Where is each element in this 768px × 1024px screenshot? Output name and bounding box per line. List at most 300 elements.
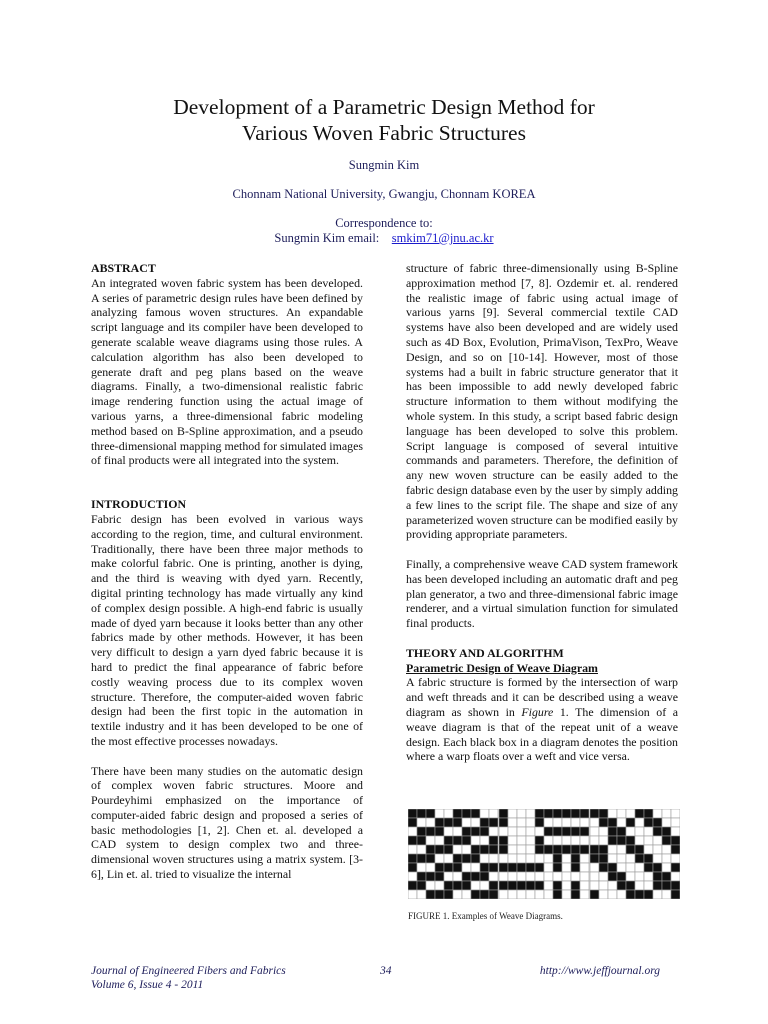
weave-cell xyxy=(544,845,553,854)
weave-cell xyxy=(408,827,417,836)
weave-cell xyxy=(517,818,526,827)
weave-cell xyxy=(590,890,599,899)
weave-cell xyxy=(562,818,571,827)
weave-cell xyxy=(489,890,498,899)
weave-cell xyxy=(535,890,544,899)
weave-cell xyxy=(408,863,417,872)
weave-cell xyxy=(635,818,644,827)
weave-cell xyxy=(653,854,662,863)
weave-cell xyxy=(499,836,508,845)
theory-heading: THEORY AND ALGORITHM xyxy=(406,645,564,660)
weave-cell xyxy=(644,827,653,836)
weave-cell xyxy=(553,872,562,881)
weave-cell xyxy=(408,890,417,899)
weave-cell xyxy=(671,845,680,854)
weave-cell xyxy=(462,809,471,818)
weave-cell xyxy=(417,872,426,881)
weave-cell xyxy=(471,818,480,827)
weave-diagrams-figure xyxy=(408,809,680,899)
weave-cell xyxy=(617,827,626,836)
weave-cell xyxy=(453,881,462,890)
correspondence-label: Correspondence to: xyxy=(335,216,433,230)
weave-cell xyxy=(435,890,444,899)
weave-cell xyxy=(671,881,680,890)
weave-cell xyxy=(526,836,535,845)
weave-cell xyxy=(580,854,589,863)
weave-cell xyxy=(471,890,480,899)
weave-cell xyxy=(526,827,535,836)
weave-cell xyxy=(462,836,471,845)
weave-cell xyxy=(471,827,480,836)
weave-cell xyxy=(562,881,571,890)
weave-cell xyxy=(626,818,635,827)
weave-cell xyxy=(580,863,589,872)
weave-cell xyxy=(408,809,417,818)
weave-cell xyxy=(526,890,535,899)
weave-cell xyxy=(544,890,553,899)
weave-cell xyxy=(426,863,435,872)
weave-cell xyxy=(571,863,580,872)
weave-cell xyxy=(599,809,608,818)
introduction-paragraph-4: Finally, a comprehensive weave CAD system framework has been developed including an automatic draft and peg plan generator, a two and three-dimensional fabric image renderer, and a virtual simulation function for simulated final products. xyxy=(406,556,678,631)
weave-cell xyxy=(635,881,644,890)
author-name: Sungmin Kim xyxy=(348,158,420,172)
weave-cell xyxy=(453,854,462,863)
weave-cell xyxy=(453,845,462,854)
weave-cell xyxy=(444,863,453,872)
weave-cell xyxy=(635,854,644,863)
weave-cell xyxy=(499,890,508,899)
weave-cell xyxy=(462,827,471,836)
weave-cell xyxy=(426,854,435,863)
weave-cell xyxy=(562,809,571,818)
affiliation: Chonnam National University, Gwangju, Chonnam KOREA xyxy=(232,187,536,201)
weave-cell xyxy=(480,863,489,872)
weave-cell xyxy=(626,890,635,899)
weave-cell xyxy=(480,872,489,881)
weave-cell xyxy=(544,827,553,836)
weave-cell xyxy=(662,827,671,836)
weave-cell xyxy=(462,845,471,854)
abstract-text: An integrated woven fabric system has been developed. A series of parametric design rules have been defined by analyzing famous woven structures. An expandable script language and its compiler have been developed to generate scalable weave diagrams using those rules. A calculation algorithm has also been developed to generate draft and peg plans based on the weave diagrams. Finally, a two-dimensional realistic fabric image rendering function using the actual image of various yarns, a three-dimensional fabric modeling method based on B-Spline approximation, and a pseudo three-dimensional mapping method for simulated images of final products were all integrated into the system. xyxy=(91,275,363,468)
weave-cell xyxy=(671,872,680,881)
weave-cell xyxy=(408,836,417,845)
weave-cell xyxy=(489,854,498,863)
weave-cell xyxy=(653,809,662,818)
weave-cell xyxy=(508,881,517,890)
weave-cell xyxy=(662,818,671,827)
correspondence-email-line xyxy=(0,231,768,246)
footer-url[interactable]: http://www.jeffjournal.org xyxy=(539,965,660,977)
weave-cell xyxy=(435,872,444,881)
weave-cell xyxy=(435,836,444,845)
weave-cell xyxy=(435,845,444,854)
weave-cell xyxy=(662,836,671,845)
weave-cell xyxy=(408,845,417,854)
weave-cell xyxy=(499,881,508,890)
weave-cell xyxy=(644,863,653,872)
weave-cell xyxy=(426,818,435,827)
weave-cell xyxy=(662,845,671,854)
weave-diagram-1 xyxy=(408,809,498,899)
weave-cell xyxy=(499,872,508,881)
weave-cell xyxy=(508,818,517,827)
weave-cell xyxy=(562,827,571,836)
weave-cell xyxy=(544,881,553,890)
weave-cell xyxy=(571,845,580,854)
weave-cell xyxy=(608,872,617,881)
weave-cell xyxy=(571,890,580,899)
weave-cell xyxy=(653,872,662,881)
weave-cell xyxy=(499,863,508,872)
weave-cell xyxy=(499,809,508,818)
weave-cell xyxy=(462,890,471,899)
weave-cell xyxy=(671,890,680,899)
weave-cell xyxy=(444,881,453,890)
weave-cell xyxy=(462,881,471,890)
weave-cell xyxy=(653,881,662,890)
weave-cell xyxy=(444,827,453,836)
weave-cell xyxy=(590,818,599,827)
weave-cell xyxy=(480,827,489,836)
weave-cell xyxy=(462,818,471,827)
weave-cell xyxy=(489,818,498,827)
weave-cell xyxy=(635,890,644,899)
weave-cell xyxy=(508,863,517,872)
weave-cell xyxy=(535,827,544,836)
weave-cell xyxy=(580,872,589,881)
introduction-paragraph-1: Fabric design has been evolved in various ways according to the region, time, and cultural environment. Traditionally, there have been three major methods to make colorful fabric. One is printing, another is dying, and the third is weaving with dyed yarn. Recently, digital printing technology has made virtually any kind of complex design possible. A high-end fabric is usually made of dyed yarn because it looks better than any other fabrics made by other methods. However, it has been very difficult to design a yarn dyed fabric because it is hard to predict the final appearance of fabric before costly weaving process due to its complex woven structure. Therefore, the computer-aided woven fabric design had been the first topic in the automation in textile industry and it has been developed to be one of the most effective processes nowadays. xyxy=(91,511,363,748)
weave-cell xyxy=(508,890,517,899)
weave-cell xyxy=(617,845,626,854)
weave-cell xyxy=(417,854,426,863)
weave-cell xyxy=(608,827,617,836)
weave-cell xyxy=(608,818,617,827)
weave-cell xyxy=(444,890,453,899)
weave-cell xyxy=(653,845,662,854)
theory-subheading: Parametric Design of Weave Diagram xyxy=(406,660,598,675)
weave-cell xyxy=(535,872,544,881)
weave-cell xyxy=(544,854,553,863)
weave-cell xyxy=(571,872,580,881)
weave-cell xyxy=(453,827,462,836)
weave-cell xyxy=(635,809,644,818)
weave-cell xyxy=(426,809,435,818)
weave-cell xyxy=(653,890,662,899)
weave-cell xyxy=(562,872,571,881)
weave-cell xyxy=(508,827,517,836)
weave-cell xyxy=(580,809,589,818)
weave-cell xyxy=(599,872,608,881)
weave-cell xyxy=(408,854,417,863)
weave-cell xyxy=(480,809,489,818)
weave-cell xyxy=(453,809,462,818)
right-column xyxy=(406,261,678,764)
weave-cell xyxy=(453,890,462,899)
weave-cell xyxy=(535,854,544,863)
weave-cell xyxy=(671,854,680,863)
weave-cell xyxy=(671,863,680,872)
weave-cell xyxy=(671,827,680,836)
weave-cell xyxy=(480,890,489,899)
weave-cell xyxy=(580,818,589,827)
weave-cell xyxy=(453,863,462,872)
weave-cell xyxy=(517,809,526,818)
weave-cell xyxy=(662,890,671,899)
weave-cell xyxy=(662,872,671,881)
weave-cell xyxy=(644,845,653,854)
weave-cell xyxy=(590,845,599,854)
weave-cell xyxy=(608,845,617,854)
weave-cell xyxy=(417,818,426,827)
weave-cell xyxy=(426,827,435,836)
weave-cell xyxy=(626,881,635,890)
weave-cell xyxy=(617,863,626,872)
weave-cell xyxy=(417,881,426,890)
weave-cell xyxy=(435,818,444,827)
weave-cell xyxy=(489,845,498,854)
footer-journal-name: Journal of Engineered Fibers and Fabrics xyxy=(91,965,286,977)
weave-cell xyxy=(526,863,535,872)
weave-cell xyxy=(526,845,535,854)
weave-cell xyxy=(435,827,444,836)
weave-cell xyxy=(535,845,544,854)
weave-cell xyxy=(571,836,580,845)
weave-cell xyxy=(408,818,417,827)
weave-cell xyxy=(590,827,599,836)
weave-cell xyxy=(453,836,462,845)
weave-cell xyxy=(653,863,662,872)
weave-cell xyxy=(580,890,589,899)
weave-cell xyxy=(626,827,635,836)
weave-cell xyxy=(517,863,526,872)
weave-cell xyxy=(599,845,608,854)
introduction-paragraph-3: structure of fabric three-dimensionally using B-Spline approximation method [7, 8]. Ozdemir et. al. rendered the realistic image of fabric using actual image of various yarns [9]. Several commercial textile CAD systems have also been developed and are widely used such as 4D Box, Evolution, PrimaVison, TexPro, Weave Design, and so on [10-14]. However, most of those systems had a built in fabric structure generator that it has been impossible to add newly developed fabric structure information to them without modifying the whole system. In this study, a script based fabric design language has been developed to solve this problem. Script language is composed of several intuitive commands and parameters. Therefore, the definition of any new woven structure can be easily added to the fabric design database even by the user by simply adding a few lines to the script file. The shape and size of any parameterized woven structure can be modified easily by providing appropriate parameters. xyxy=(406,261,678,542)
weave-cell xyxy=(435,863,444,872)
weave-cell xyxy=(671,809,680,818)
weave-cell xyxy=(462,863,471,872)
weave-cell xyxy=(489,836,498,845)
weave-cell xyxy=(644,809,653,818)
weave-cell xyxy=(580,881,589,890)
weave-cell xyxy=(508,809,517,818)
weave-cell xyxy=(444,809,453,818)
weave-cell xyxy=(671,836,680,845)
weave-cell xyxy=(599,854,608,863)
weave-cell xyxy=(599,827,608,836)
weave-cell xyxy=(626,872,635,881)
weave-cell xyxy=(626,845,635,854)
weave-cell xyxy=(571,827,580,836)
weave-cell xyxy=(444,854,453,863)
weave-cell xyxy=(526,872,535,881)
introduction-heading: INTRODUCTION xyxy=(91,497,187,512)
weave-cell xyxy=(535,881,544,890)
weave-cell xyxy=(535,818,544,827)
footer-journal xyxy=(91,964,286,992)
weave-cell xyxy=(590,854,599,863)
weave-cell xyxy=(590,809,599,818)
weave-cell xyxy=(526,881,535,890)
weave-cell xyxy=(553,809,562,818)
weave-cell xyxy=(608,854,617,863)
weave-cell xyxy=(444,845,453,854)
weave-cell xyxy=(562,863,571,872)
weave-cell xyxy=(617,809,626,818)
weave-cell xyxy=(471,836,480,845)
weave-cell xyxy=(453,872,462,881)
weave-cell xyxy=(562,836,571,845)
figure-reference: Figure xyxy=(521,704,554,719)
weave-cell xyxy=(562,845,571,854)
footer-volume: Volume 6, Issue 4 - 2011 xyxy=(91,979,204,991)
weave-cell xyxy=(462,872,471,881)
weave-cell xyxy=(617,854,626,863)
weave-cell xyxy=(626,863,635,872)
weave-cell xyxy=(517,881,526,890)
weave-cell xyxy=(653,818,662,827)
weave-cell xyxy=(471,809,480,818)
weave-cell xyxy=(489,863,498,872)
weave-cell xyxy=(480,854,489,863)
weave-cell xyxy=(517,854,526,863)
weave-cell xyxy=(544,818,553,827)
weave-cell xyxy=(562,890,571,899)
weave-cell xyxy=(644,872,653,881)
weave-cell xyxy=(617,836,626,845)
weave-cell xyxy=(517,845,526,854)
weave-cell xyxy=(599,818,608,827)
weave-cell xyxy=(408,881,417,890)
weave-cell xyxy=(508,872,517,881)
weave-cell xyxy=(662,881,671,890)
weave-cell xyxy=(599,836,608,845)
weave-cell xyxy=(471,872,480,881)
weave-cell xyxy=(489,809,498,818)
weave-cell xyxy=(508,845,517,854)
abstract-heading: ABSTRACT xyxy=(91,261,156,275)
weave-cell xyxy=(553,854,562,863)
weave-cell xyxy=(553,818,562,827)
weave-cell xyxy=(417,836,426,845)
weave-cell xyxy=(599,881,608,890)
weave-cell xyxy=(471,863,480,872)
weave-cell xyxy=(599,890,608,899)
weave-cell xyxy=(590,872,599,881)
weave-cell xyxy=(635,836,644,845)
weave-cell xyxy=(590,881,599,890)
weave-cell xyxy=(489,881,498,890)
weave-cell xyxy=(553,836,562,845)
weave-cell xyxy=(626,809,635,818)
weave-cell xyxy=(499,854,508,863)
email-link[interactable]: smkim71@jnu.ac.kr xyxy=(391,231,494,245)
weave-cell xyxy=(608,890,617,899)
weave-cell xyxy=(662,854,671,863)
weave-cell xyxy=(444,872,453,881)
weave-cell xyxy=(608,863,617,872)
weave-cell xyxy=(426,845,435,854)
weave-cell xyxy=(626,836,635,845)
weave-cell xyxy=(526,809,535,818)
weave-cell xyxy=(417,863,426,872)
weave-cell xyxy=(580,836,589,845)
weave-cell xyxy=(544,872,553,881)
weave-cell xyxy=(499,845,508,854)
weave-cell xyxy=(617,881,626,890)
weave-cell xyxy=(608,836,617,845)
weave-cell xyxy=(535,863,544,872)
weave-cell xyxy=(644,836,653,845)
weave-cell xyxy=(508,854,517,863)
paper-title xyxy=(60,94,708,146)
weave-cell xyxy=(653,836,662,845)
weave-cell xyxy=(662,809,671,818)
weave-cell xyxy=(480,836,489,845)
weave-cell xyxy=(635,827,644,836)
weave-cell xyxy=(635,845,644,854)
weave-cell xyxy=(408,872,417,881)
introduction-paragraph-2: There have been many studies on the automatic design of complex woven fabric structures. Moore and Pourdeyhimi emphasized on the importance of computer-aided fabric design and proposed a series of basic methodologies [1, 2]. Chen et. al. developed a CAD system to design complex two and three-dimensional woven structures using a matrix system. [3-6], Lin et. al. tried to visualize the internal xyxy=(91,763,363,882)
footer-page-number: 34 xyxy=(380,965,392,977)
weave-cell xyxy=(535,836,544,845)
weave-diagram-3 xyxy=(590,809,680,899)
weave-cell xyxy=(544,836,553,845)
weave-cell xyxy=(580,827,589,836)
weave-cell xyxy=(544,863,553,872)
weave-cell xyxy=(608,881,617,890)
weave-cell xyxy=(426,836,435,845)
weave-cell xyxy=(417,890,426,899)
weave-cell xyxy=(553,827,562,836)
weave-cell xyxy=(571,854,580,863)
weave-cell xyxy=(435,809,444,818)
weave-cell xyxy=(608,809,617,818)
weave-cell xyxy=(480,881,489,890)
weave-cell xyxy=(562,854,571,863)
weave-cell xyxy=(617,818,626,827)
weave-cell xyxy=(426,872,435,881)
weave-cell xyxy=(599,863,608,872)
weave-cell xyxy=(653,827,662,836)
weave-cell xyxy=(480,845,489,854)
weave-cell xyxy=(444,818,453,827)
weave-cell xyxy=(571,881,580,890)
weave-cell xyxy=(517,827,526,836)
theory-text-before: A fabric structure is formed by the intersection of warp and weft threads and it can be described using a weave diagram as shown in xyxy=(406,675,678,719)
weave-cell xyxy=(626,854,635,863)
weave-cell xyxy=(471,881,480,890)
weave-cell xyxy=(644,818,653,827)
weave-cell xyxy=(617,890,626,899)
weave-cell xyxy=(644,854,653,863)
weave-cell xyxy=(517,890,526,899)
weave-cell xyxy=(499,827,508,836)
weave-cell xyxy=(535,809,544,818)
figure-caption: FIGURE 1. Examples of Weave Diagrams. xyxy=(408,911,563,921)
weave-cell xyxy=(499,818,508,827)
weave-cell xyxy=(526,818,535,827)
weave-cell xyxy=(662,863,671,872)
weave-cell xyxy=(635,872,644,881)
weave-cell xyxy=(571,818,580,827)
weave-cell xyxy=(590,863,599,872)
weave-cell xyxy=(517,836,526,845)
weave-cell xyxy=(417,845,426,854)
weave-cell xyxy=(435,881,444,890)
theory-paragraph xyxy=(406,675,678,764)
weave-cell xyxy=(553,845,562,854)
